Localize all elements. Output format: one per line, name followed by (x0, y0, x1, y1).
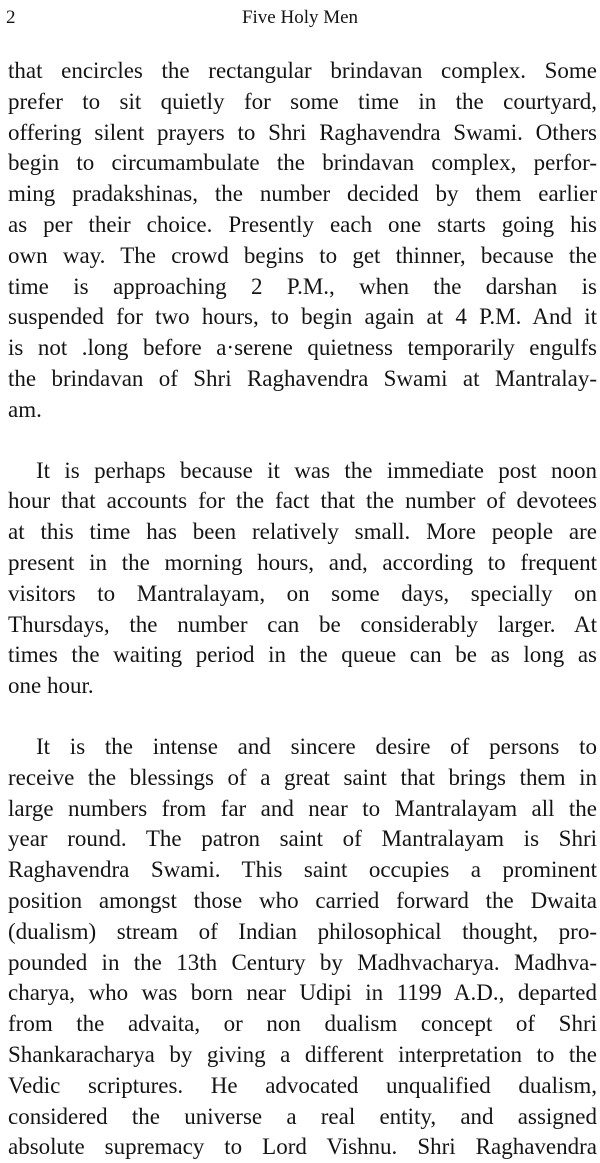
text-line: times the waiting period in the queue can be as long as (8, 642, 597, 668)
text-line: present in the morning hours, and, according to frequent (8, 549, 597, 575)
text-line: own way. The crowd begins to get thinner, because the (8, 242, 597, 268)
text-line: the brindavan of Shri Raghavendra Swami at Mantralay- (8, 365, 597, 391)
text-line: one hour. (8, 673, 94, 699)
text-line: at this time has been relatively small. More people are (8, 519, 597, 545)
text-line: that encircles the rectangular brindavan complex. Some (8, 58, 597, 83)
text-line: is not .long before a·serene quietness temporarily engulfs (8, 335, 597, 361)
text-line: prefer to sit quietly for some time in the courtyard, (8, 88, 597, 114)
text-line: time is approaching 2 P.M., when the darshan is (8, 273, 597, 299)
text-line: position amongst those who carried forward the Dwaita (8, 887, 597, 913)
text-line: from the advaita, or non dualism concept of Shri (8, 1011, 597, 1037)
text-line: suspended for two hours, to begin again at 4 P.M. And it (8, 304, 597, 330)
text-line: ming pradakshinas, the number decided by them earlier (8, 181, 597, 207)
text-line: year round. The patron saint of Mantralayam is Shri (8, 826, 597, 852)
text-line: hour that accounts for the fact that the number of devotees (8, 488, 597, 514)
text-line: visitors to Mantralayam, on some days, specially on (8, 580, 597, 606)
text-line: as per their choice. Presently each one starts going his (8, 211, 597, 237)
text-line: It is perhaps because it was the immediate post noon (36, 457, 597, 483)
text-line: Raghavendra Swami. This saint occupies a prominent (8, 857, 597, 883)
text-line: offering silent prayers to Shri Raghavendra Swami. Others (8, 119, 597, 145)
paragraph-2 (8, 456, 597, 702)
text-line: charya, who was born near Udipi in 1199 A.D., departed (8, 980, 597, 1006)
text-line: absolute supremacy to Lord Vishnu. Shri Raghavendra (8, 1134, 597, 1160)
text-line: large numbers from far and near to Mantralayam all the (8, 795, 597, 821)
paragraph-3 (8, 732, 597, 1163)
text-line: Shankaracharya by giving a different interpretation to the (8, 1041, 597, 1067)
text-line: (dualism) stream of Indian philosophical thought, pro- (8, 918, 597, 944)
text-line: considered the universe a real entity, and assigned (8, 1103, 597, 1129)
text-line: begin to circumambulate the brindavan complex, perfor- (8, 150, 597, 176)
running-title: Five Holy Men (241, 7, 359, 28)
text-line: Vedic scriptures. He advocated unqualified dualism, (8, 1072, 597, 1098)
paragraph-1 (8, 56, 597, 426)
text-line: It is the intense and sincere desire of persons to (36, 733, 597, 759)
text-line: receive the blessings of a great saint that brings them in (8, 764, 597, 790)
body-text (8, 56, 597, 1163)
page-header (6, 6, 594, 30)
text-line: Thursdays, the number can be considerably larger. At (8, 611, 597, 637)
page-number: 2 (6, 7, 16, 28)
text-line: am. (8, 396, 42, 422)
text-line: pounded in the 13th Century by Madhvacharya. Madhva- (8, 949, 597, 975)
